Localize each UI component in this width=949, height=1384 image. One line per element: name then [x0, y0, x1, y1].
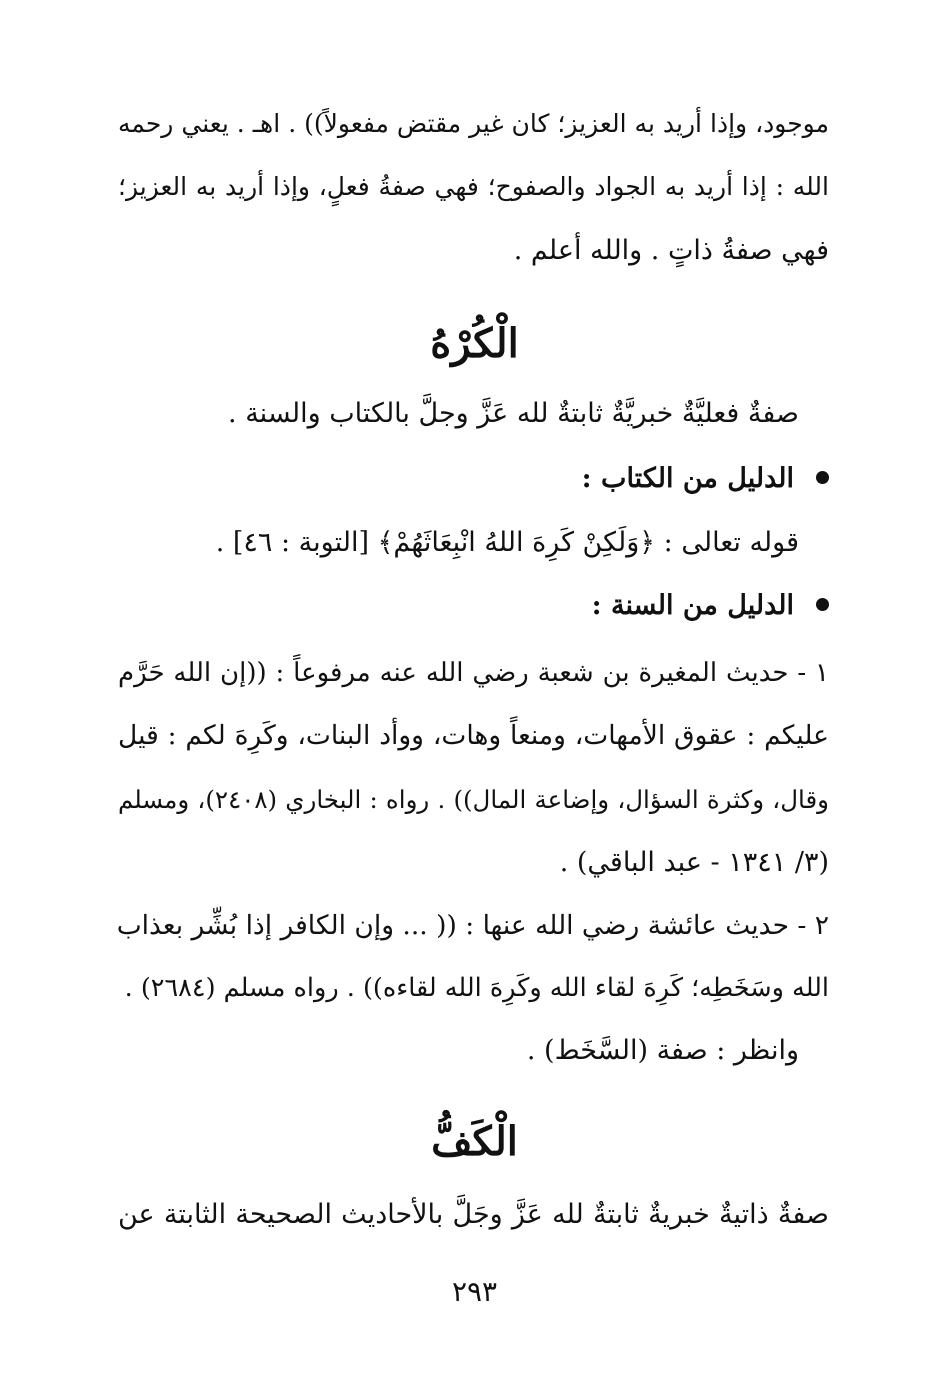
kurh-book-evidence-heading: [118, 459, 829, 499]
hadith-2-line-2: الله وسَخَطِه؛ كَرِهَ لقاء الله وكَرِهَ الله لقاءه)) . رواه مسلم (٢٦٨٤) .: [124, 973, 829, 1003]
intro-line-3: فهي صفةُ ذاتٍ . والله أعلم .: [513, 235, 829, 266]
kurh-sunnah-evidence-label: الدليل من السنة :: [591, 590, 794, 621]
intro-line-2: الله : إذا أريد به الجواد والصفوح؛ فهي صفةُ فعلٍ، وإذا أريد به العزيز؛: [118, 172, 829, 201]
hadith-1-line-2: عليكم : عقوق الأمهات، ومنعاً وهات، ووأد البنات، وكَرِهَ لكم : قيل: [118, 720, 829, 751]
section-title-kurh: الْكُرْهُ: [430, 320, 519, 367]
hadith-1-line-3: وقال، وكثرة السؤال، وإضاعة المال)) . رواه : البخاري (٢٤٠٨)، ومسلم: [118, 785, 830, 814]
hadith-1-line-4: (٣/ ١٣٤١ - عبد الباقي) .: [559, 847, 829, 878]
kaff-definition: صفةٌ ذاتيةٌ خبريةٌ ثابتةٌ لله عَزَّ وجَلَّ بالأحاديث الصحيحة الثابتة عن: [118, 1199, 829, 1230]
hadith-1-line-1: ١ - حديث المغيرة بن شعبة رضي الله عنه مرفوعاً : ((إن الله حَرَّم: [118, 658, 829, 688]
kurh-sunnah-evidence-heading: [118, 586, 829, 626]
kurh-book-evidence-label: الدليل من الكتاب :: [581, 463, 794, 494]
kurh-quran-verse: قوله تعالى : ﴿وَلَكِنْ كَرِهَ اللهُ انْبِعَاثَهُمْ﴾ [التوبة : ٤٦] .: [215, 527, 799, 558]
hadith-2-line-1: ٢ - حديث عائشة رضي الله عنها : (( ... وإن الكافر إذا بُشِّر بعذاب: [116, 910, 829, 941]
kurh-definition: صفةٌ فعليَّةٌ خبريَّةٌ ثابتةٌ لله عَزَّ وجلَّ بالكتاب والسنة .: [228, 398, 799, 429]
bullet-icon: [816, 598, 829, 611]
see-also-note: وانظر : صفة (السَّخَط) .: [526, 1035, 799, 1066]
intro-line-1: موجود، وإذا أريد به العزيز؛ كان غير مقتض مفعولاً)) . اهـ . يعني رحمه: [118, 109, 829, 138]
section-title-kaff: الْكَفُّ: [431, 1118, 518, 1165]
page-number: ٢٩٣: [451, 1275, 498, 1308]
bullet-icon: [816, 471, 829, 484]
